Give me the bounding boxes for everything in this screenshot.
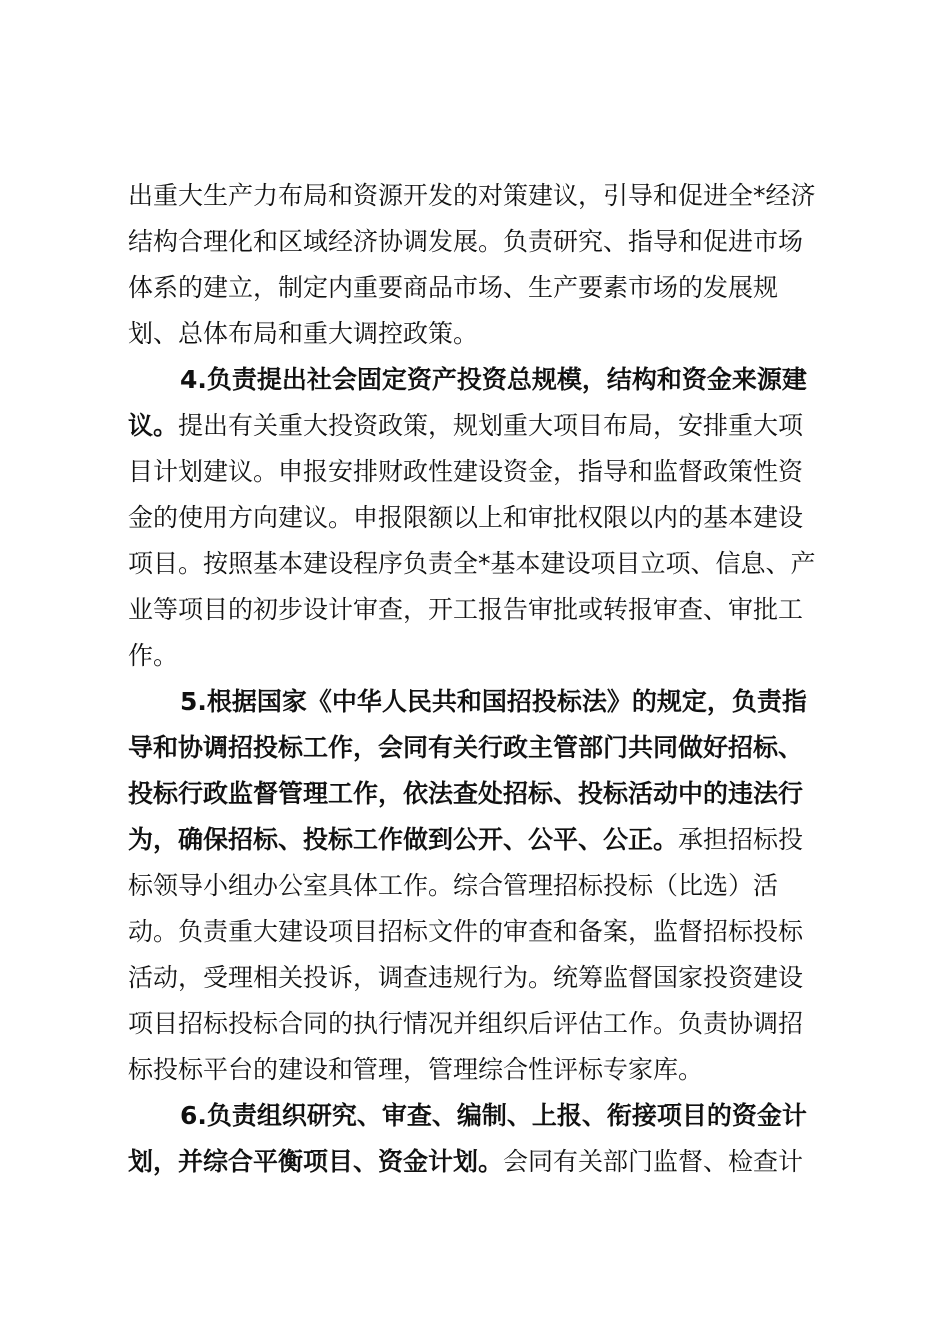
text-line: [128, 265, 834, 311]
text-segment: 会同有关部门监督、检查计: [503, 1147, 804, 1176]
text-line: [128, 173, 834, 219]
text-line: [128, 771, 834, 817]
bold-text-segment: 导和协调招投标工作，会同有关行政主管部门共同做好招标、: [128, 733, 804, 762]
text-segment: 体系的建立，制定内重要商品市场、生产要素市场的发展规: [128, 273, 779, 302]
bold-text-segment: 4.负责提出社会固定资产投资总规模，结构和资金来源建: [180, 365, 807, 394]
text-line: [128, 633, 834, 679]
text-line: [128, 495, 834, 541]
text-line: [128, 863, 834, 909]
text-line: [128, 1047, 834, 1093]
text-segment: 划、总体布局和重大调控政策。: [128, 319, 479, 348]
bold-text-segment: 为，确保招标、投标工作做到公开、公平、公正。: [128, 825, 679, 854]
text-segment: 标投标平台的建设和管理，管理综合性评标专家库。: [128, 1055, 704, 1084]
text-line: [128, 1139, 834, 1185]
text-segment: 出重大生产力布局和资源开发的对策建议，引导和促进全*经济: [128, 181, 816, 210]
text-line: [128, 587, 834, 633]
text-segment: 项目。按照基本建设程序负责全*基本建设项目立项、信息、产: [128, 549, 816, 578]
text-line: [128, 725, 834, 771]
bold-text-segment: 划，并综合平衡项目、资金计划。: [128, 1147, 504, 1176]
bold-text-segment: 投标行政监督管理工作，依法查处招标、投标活动中的违法行: [128, 779, 804, 808]
text-segment: 目计划建议。申报安排财政性建设资金，指导和监督政策性资: [128, 457, 804, 486]
text-segment: 提出有关重大投资政策，规划重大项目布局，安排重大项: [178, 411, 804, 440]
text-line: [128, 449, 834, 495]
bold-text-segment: 5.根据国家《中华人民共和国招投标法》的规定，负责指: [180, 687, 807, 716]
text-segment: 作。: [128, 641, 179, 670]
text-line: [128, 909, 834, 955]
text-line: [128, 357, 834, 403]
text-line: [128, 1093, 834, 1139]
text-line: [128, 955, 834, 1001]
text-line: [128, 817, 834, 863]
text-segment: 金的使用方向建议。申报限额以上和审批权限以内的基本建设: [128, 503, 804, 532]
document-body: [128, 173, 834, 1185]
bold-text-segment: 6.负责组织研究、审查、编制、上报、衔接项目的资金计: [180, 1101, 807, 1130]
text-segment: 业等项目的初步设计审查，开工报告审批或转报审查、审批工: [128, 595, 804, 624]
text-segment: 结构合理化和区域经济协调发展。负责研究、指导和促进市场: [128, 227, 804, 256]
text-line: [128, 541, 834, 587]
text-segment: 承担招标投: [678, 825, 804, 854]
text-line: [128, 219, 834, 265]
text-line: [128, 679, 834, 725]
text-line: [128, 1001, 834, 1047]
text-line: [128, 403, 834, 449]
bold-text-segment: 议。: [128, 411, 179, 440]
text-segment: 项目招标投标合同的执行情况并组织后评估工作。负责协调招: [128, 1009, 804, 1038]
text-segment: 标领导小组办公室具体工作。综合管理招标投标（比选）活: [128, 871, 779, 900]
text-segment: 动。负责重大建设项目招标文件的审查和备案，监督招标投标: [128, 917, 804, 946]
text-segment: 活动，受理相关投诉，调查违规行为。统筹监督国家投资建设: [128, 963, 804, 992]
text-line: [128, 311, 834, 357]
